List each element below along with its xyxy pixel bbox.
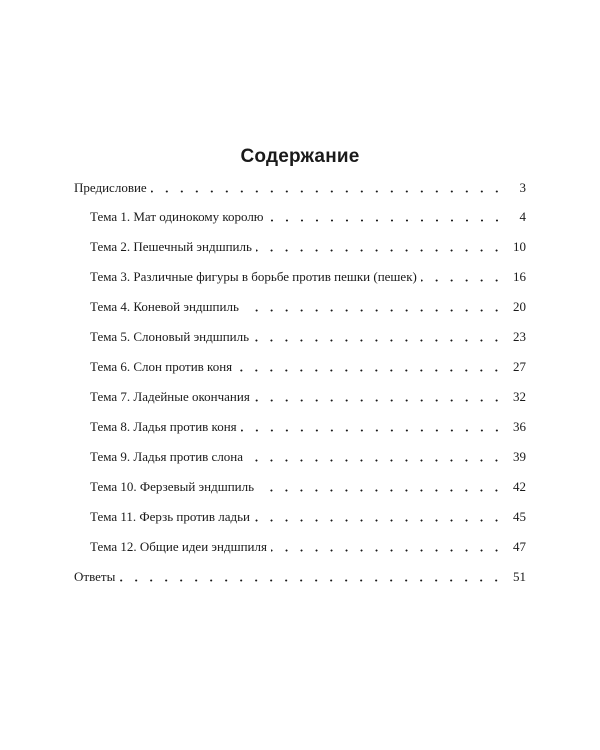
- toc-page-number: 45: [513, 509, 526, 524]
- toc-entry-topic-8[interactable]: [90, 418, 526, 436]
- toc-entry-label: Тема 5. Слоновый эндшпиль: [90, 329, 250, 344]
- dot-leader: [243, 309, 504, 312]
- toc-entry-label: Тема 12. Общие идеи эндшпиля: [90, 539, 267, 554]
- toc-page-number: 27: [513, 359, 526, 374]
- dot-leader: [241, 429, 504, 432]
- toc-entry-topic-4[interactable]: [90, 298, 526, 316]
- toc-entry-preface[interactable]: [74, 179, 526, 197]
- page-title: Содержание: [240, 146, 360, 167]
- toc-entry-topic-11[interactable]: [90, 508, 526, 526]
- toc-page-number: 23: [513, 329, 526, 344]
- toc-page-number: 36: [513, 419, 526, 434]
- toc-page-number: 3: [519, 180, 526, 195]
- toc-page-number: 47: [513, 539, 526, 554]
- dot-leader: [271, 549, 504, 552]
- toc-page-number: 42: [513, 479, 526, 494]
- dot-leader: [256, 249, 504, 252]
- dot-leader: [258, 489, 504, 492]
- dot-leader: [253, 339, 504, 342]
- toc-entry-topic-12[interactable]: [90, 538, 526, 556]
- toc-entry-label: Тема 1. Мат одинокому королю: [90, 209, 264, 224]
- toc-entry-label: Тема 10. Ферзевый эндшпиль: [90, 479, 255, 494]
- toc-entry-label: Предисловие: [74, 180, 147, 195]
- toc-page-number: 16: [513, 269, 526, 284]
- toc-entry-topic-1[interactable]: [90, 208, 526, 226]
- dot-leader: [119, 579, 504, 582]
- dot-leader: [254, 519, 504, 522]
- dot-leader: [151, 190, 504, 193]
- dot-leader: [247, 459, 504, 462]
- dot-leader: [421, 279, 504, 282]
- dot-leader: [236, 369, 504, 372]
- toc-page-number: 39: [513, 449, 526, 464]
- toc-page-number: 20: [513, 299, 526, 314]
- toc-entry-topic-5[interactable]: [90, 328, 526, 346]
- dot-leader: [268, 219, 504, 222]
- toc-entry-label: Тема 7. Ладейные окончания: [90, 389, 250, 404]
- toc-entry-topic-10[interactable]: [90, 478, 526, 496]
- toc-entry-label: Тема 3. Различные фигуры в борьбе против пешки (пешек): [90, 269, 417, 284]
- toc-entry-label: Тема 11. Ферзь против ладьи: [90, 509, 250, 524]
- toc-page-number: 10: [513, 239, 526, 254]
- toc-entry-label: Тема 2. Пешечный эндшпиль: [90, 239, 252, 254]
- toc-page-number: 51: [513, 569, 526, 584]
- toc-entry-topic-9[interactable]: [90, 448, 526, 466]
- toc-entry-answers[interactable]: [74, 568, 526, 586]
- toc-entry-label: Тема 6. Слон против коня: [90, 359, 233, 374]
- toc-entry-topic-7[interactable]: [90, 388, 526, 406]
- toc-entry-label: Тема 8. Ладья против коня: [90, 419, 237, 434]
- toc-entry-topic-2[interactable]: [90, 238, 526, 256]
- toc-entry-topic-6[interactable]: [90, 358, 526, 376]
- toc-page-number: 4: [519, 209, 526, 224]
- toc-page-number: 32: [513, 389, 526, 404]
- dot-leader: [254, 399, 504, 402]
- toc-entry-label: Тема 4. Коневой эндшпиль: [90, 299, 239, 314]
- toc-entry-label: Тема 9. Ладья против слона: [90, 449, 244, 464]
- toc-entry-label: Ответы: [74, 569, 116, 584]
- toc-entry-topic-3[interactable]: [90, 268, 526, 286]
